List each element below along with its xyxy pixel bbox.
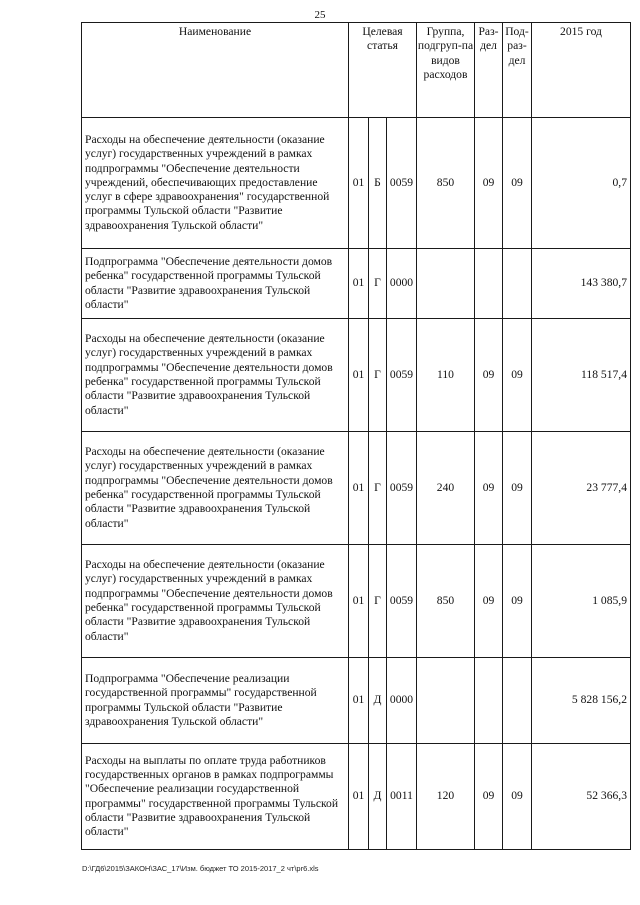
section-code — [475, 658, 503, 744]
subsection-code: 09 — [503, 744, 532, 850]
subsection-code — [503, 249, 532, 319]
target-direction-code: 0059 — [387, 545, 417, 658]
subsection-code: 09 — [503, 432, 532, 545]
target-subprogram-code: Г — [369, 432, 387, 545]
table-row — [82, 249, 631, 319]
amount-2015: 5 828 156,2 — [532, 658, 631, 744]
target-direction-code: 0000 — [387, 658, 417, 744]
target-subprogram-code: Г — [369, 249, 387, 319]
subsection-code — [503, 658, 532, 744]
subsection-code: 09 — [503, 545, 532, 658]
file-path-footer: D:\ГД6\2015\ЗАКОН\ЗАС_17\Изм. бюджет ТО 2015-2017_2 чт\pr6.xls — [82, 864, 319, 873]
table-row — [82, 545, 631, 658]
table-row — [82, 432, 631, 545]
target-program-code: 01 — [349, 118, 369, 249]
target-subprogram-code: Д — [369, 744, 387, 850]
target-subprogram-code: Б — [369, 118, 387, 249]
row-name: Подпрограмма "Обеспечение реализации государственной программы" государственной программы Тульской области "Развитие здравоохранения Тульской области" — [82, 658, 349, 744]
header-subsection: Под-раз-дел — [503, 23, 532, 118]
row-name: Подпрограмма "Обеспечение деятельности домов ребенка" государственной программы Тульской области "Развитие здравоохранения Тульской области" — [82, 249, 349, 319]
section-code: 09 — [475, 545, 503, 658]
target-direction-code: 0059 — [387, 118, 417, 249]
target-subprogram-code: Г — [369, 545, 387, 658]
section-code — [475, 249, 503, 319]
amount-2015: 143 380,7 — [532, 249, 631, 319]
header-section: Раз-дел — [475, 23, 503, 118]
page-number: 25 — [314, 9, 326, 21]
expense-group: 120 — [417, 744, 475, 850]
target-direction-code: 0000 — [387, 249, 417, 319]
section-code: 09 — [475, 319, 503, 432]
expense-group: 110 — [417, 319, 475, 432]
amount-2015: 1 085,9 — [532, 545, 631, 658]
section-code: 09 — [475, 432, 503, 545]
row-name: Расходы на обеспечение деятельности (оказание услуг) государственных учреждений в рамках подпрограммы "Обеспечение деятельности домов ребенка" государственной программы Тульской области "Развитие здравоохранения Тульской области" — [82, 319, 349, 432]
target-program-code: 01 — [349, 249, 369, 319]
table-row — [82, 118, 631, 249]
target-program-code: 01 — [349, 432, 369, 545]
target-direction-code: 0059 — [387, 319, 417, 432]
table-row — [82, 658, 631, 744]
target-program-code: 01 — [349, 744, 369, 850]
header-name: Наименование — [82, 23, 349, 118]
target-program-code: 01 — [349, 545, 369, 658]
section-code: 09 — [475, 118, 503, 249]
row-name: Расходы на выплаты по оплате труда работников государственных органов в рамках подпрограммы "Обеспечение реализации государственной программы" государственной программы Тульской области "Развитие здравоохранения Тульской области" — [82, 744, 349, 850]
expense-group — [417, 249, 475, 319]
target-direction-code: 0011 — [387, 744, 417, 850]
row-name: Расходы на обеспечение деятельности (оказание услуг) государственных учреждений в рамках подпрограммы "Обеспечение деятельности домов ребенка" государственной программы Тульской области "Развитие здравоохранения Тульской области" — [82, 432, 349, 545]
table-row — [82, 744, 631, 850]
target-program-code: 01 — [349, 319, 369, 432]
target-subprogram-code: Г — [369, 319, 387, 432]
amount-2015: 118 517,4 — [532, 319, 631, 432]
amount-2015: 0,7 — [532, 118, 631, 249]
target-program-code: 01 — [349, 658, 369, 744]
expense-group: 240 — [417, 432, 475, 545]
header-year: 2015 год — [532, 23, 631, 118]
expense-group — [417, 658, 475, 744]
amount-2015: 52 366,3 — [532, 744, 631, 850]
expense-group: 850 — [417, 545, 475, 658]
target-subprogram-code: Д — [369, 658, 387, 744]
target-direction-code: 0059 — [387, 432, 417, 545]
subsection-code: 09 — [503, 319, 532, 432]
table-row — [82, 319, 631, 432]
subsection-code: 09 — [503, 118, 532, 249]
table-header — [82, 23, 631, 118]
expense-group: 850 — [417, 118, 475, 249]
row-name: Расходы на обеспечение деятельности (оказание услуг) государственных учреждений в рамках подпрограммы "Обеспечение деятельности учреждений, обеспечивающих предоставление услуг в сфере здравоохранения" государственной программы Тульской области "Развитие здравоохранения Тульской области" — [82, 118, 349, 249]
header-group: Группа, подгруп-па видов расходов — [417, 23, 475, 118]
table-body — [82, 118, 631, 850]
amount-2015: 23 777,4 — [532, 432, 631, 545]
section-code: 09 — [475, 744, 503, 850]
row-name: Расходы на обеспечение деятельности (оказание услуг) государственных учреждений в рамках подпрограммы "Обеспечение деятельности домов ребенка" государственной программы Тульской области "Развитие здравоохранения Тульской области" — [82, 545, 349, 658]
header-target: Целевая статья — [349, 23, 417, 118]
budget-table — [81, 22, 631, 850]
